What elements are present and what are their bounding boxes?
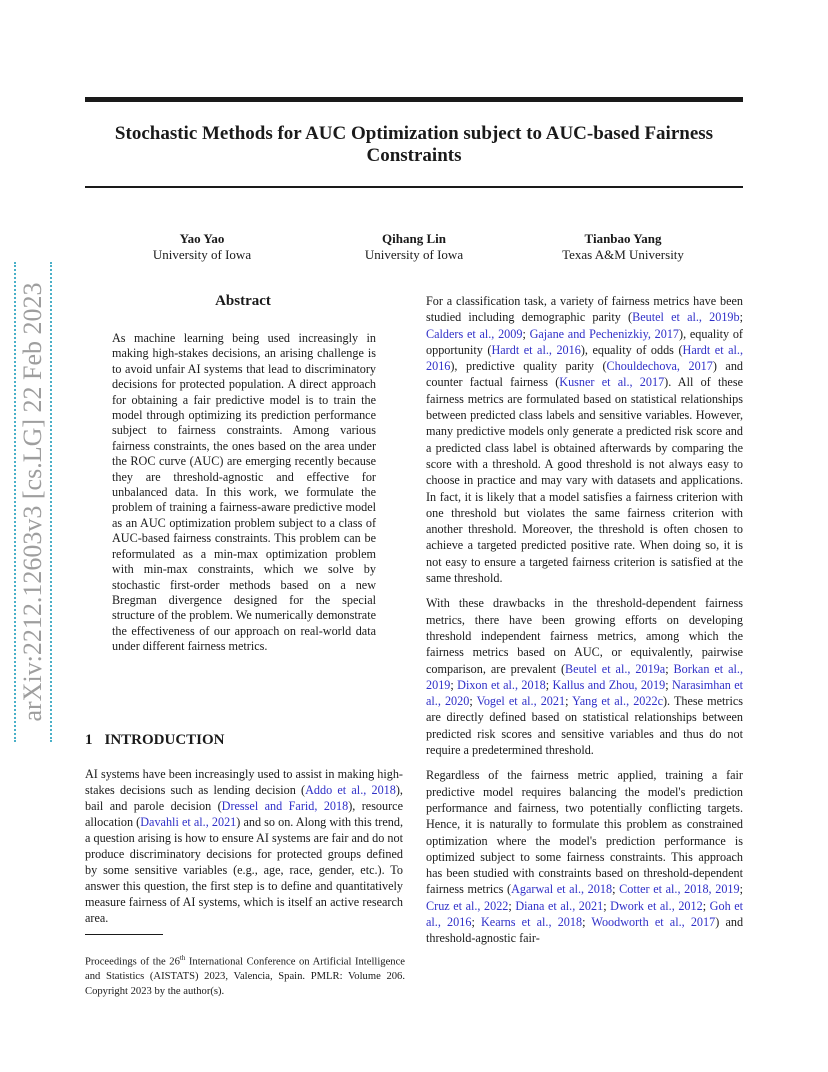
citation-link[interactable]: Goh et al., 2016 bbox=[426, 898, 744, 929]
citation-link[interactable]: Hardt et al., 2016 bbox=[491, 342, 581, 357]
footnote bbox=[85, 951, 405, 999]
text: ) and counter factual fairness ( bbox=[426, 359, 744, 390]
citation-link[interactable]: Calders et al., 2009 bbox=[426, 326, 523, 341]
text: ; bbox=[603, 898, 611, 913]
top-rule bbox=[85, 97, 743, 102]
text: ). All of these fairness metrics are formulated based on statistical relationships between predicted class labels and sensitive variables. However, many predictive models only generate a predicted risk score and a predicted class label is obtained afterwards by comparing the score with a threshold. A good threshold is not always easy to choose in practice and may vary with datasets and applications. In fact, it is likely that a model satisfies a fairness criterion with one threshold but violates the same fairness criterion with another threshold. Moreover, the threshold is often chosen to achieve a targeted predicted positive rate. When doing so, it is not easy to ensure a targeted fairness criterion is satisfied at the same threshold. bbox=[426, 375, 743, 586]
text: ) and so on. Along with this trend, a question arising is how to ensure AI systems are fair and do not produce discriminatory decisions for protected groups defined by some sensitive variables (e.g., age, race, gender, etc.). To answer this question, the first step is to define and quantitatively measure fairness of AI systems, which is itself an active research area. bbox=[85, 815, 404, 925]
abstract-heading: Abstract bbox=[215, 293, 271, 309]
citation-link[interactable]: Hardt et al., 2016 bbox=[426, 342, 743, 374]
author-1 bbox=[112, 231, 292, 263]
text: For a classification task, a variety of fairness metrics have been studied including demographic parity ( bbox=[426, 294, 743, 325]
text: Regardless of the fairness metric applied, training a fair predictive model requires balancing the model's prediction performance and fairness, two potentially conflicting targets. Hence, it is naturally to formulate this problem as constrained optimization where the model's prediction performance is optimized subject to some fairness constraints. This approach has been studied with constraints based on threshold-dependent fairness metrics ( bbox=[426, 768, 743, 897]
citation-link[interactable]: Vogel et al., 2021 bbox=[476, 694, 566, 709]
text: ; bbox=[582, 914, 592, 929]
citation-link[interactable]: Narasimhan et al., 2020 bbox=[426, 677, 744, 709]
text: ; bbox=[469, 694, 477, 709]
citation-link[interactable]: Dressel and Farid, 2018 bbox=[221, 799, 349, 813]
intro-paragraph-1 bbox=[85, 766, 403, 926]
title-line-1: Stochastic Methods for AUC Optimization subject to AUC-based Fairness bbox=[114, 123, 714, 144]
citation-link[interactable]: Yang et al., 2022c bbox=[572, 694, 663, 709]
author-affiliation: University of Iowa bbox=[364, 247, 464, 262]
text: ; bbox=[450, 677, 458, 692]
text: ; bbox=[739, 882, 743, 897]
right-column bbox=[426, 293, 743, 956]
author-affiliation: Texas A&M University bbox=[562, 247, 684, 262]
section-number: 1 bbox=[85, 732, 93, 748]
text: ; bbox=[665, 677, 672, 692]
citation-link[interactable]: Agarwal et al., 2018 bbox=[511, 882, 613, 897]
citation-link[interactable]: Woodworth et al., 2017 bbox=[591, 914, 716, 929]
citation-link[interactable]: Cruz et al., 2022 bbox=[426, 898, 509, 913]
citation-link[interactable]: Diana et al., 2021 bbox=[515, 898, 604, 913]
text: ; bbox=[612, 882, 620, 897]
paper-title bbox=[85, 123, 743, 167]
text: ; bbox=[522, 326, 530, 341]
text: ; bbox=[508, 898, 516, 913]
citation-link[interactable]: Gajane and Pechenizkiy, 2017 bbox=[529, 326, 680, 341]
arxiv-stamp[interactable] bbox=[14, 262, 52, 742]
author-name: Yao Yao bbox=[179, 231, 225, 246]
text: ; bbox=[565, 694, 573, 709]
text: ; bbox=[702, 898, 710, 913]
citation-link[interactable]: Davahli et al., 2021 bbox=[140, 815, 237, 829]
title-line-2: Constraints bbox=[366, 145, 462, 166]
citation-link[interactable]: Kearns et al., 2018 bbox=[481, 914, 583, 929]
text: ), bail and parole decision ( bbox=[85, 783, 403, 813]
text: ). These metrics are directly defined based on statistical relationships between predicted risk scores and sensitive variables and thus do not require a predetermined threshold. bbox=[426, 694, 743, 758]
citation-link[interactable]: Borkan et al., 2019 bbox=[426, 661, 743, 692]
right-paragraph-2 bbox=[426, 595, 743, 758]
text: ; bbox=[471, 914, 481, 929]
section-heading bbox=[85, 732, 225, 749]
right-paragraph-3 bbox=[426, 767, 743, 946]
title-bottom-rule bbox=[85, 186, 743, 188]
abstract-body: As machine learning being used increasingly in making high-stakes decisions, an arising challenge is to avoid unfair AI systems that lead to discriminatory decisions for protected population. A direct approach for obtaining a fair predictive model is to train the model through optimizing its prediction performance subject to fairness constraints. Among various fairness constraints, the ones based on the area under the ROC curve (AUC) are emerging recently because they are threshold-agnostic and effective for unbalanced data. In this work, we formulate the problem of training a fairness-aware predictive model as an AUC optimization problem subject to a class of AUC-based fairness constraints. This problem can be reformulated as a min-max optimization problem with min-max constraints, which we solve by stochastic first-order methods based on a new Bregman divergence designed for the special structure of the problem. We numerically demonstrate the effectiveness of our approach on real-world data under different fairness metrics. bbox=[112, 331, 376, 654]
citation-link[interactable]: Addo et al., 2018 bbox=[305, 783, 396, 797]
citation-link[interactable]: Dwork et al., 2012 bbox=[610, 898, 703, 913]
citation-link[interactable]: Kusner et al., 2017 bbox=[559, 375, 665, 390]
text: ; bbox=[665, 661, 674, 676]
superscript: th bbox=[179, 954, 186, 962]
section-title: INTRODUCTION bbox=[104, 732, 225, 748]
citation-link[interactable]: Chouldechova, 2017 bbox=[606, 359, 713, 374]
author-affiliation: University of Iowa bbox=[152, 247, 252, 262]
arxiv-id: arXiv:2212.12603v3 [cs.LG] 22 Feb 2023 bbox=[18, 282, 47, 722]
author-name: Tianbao Yang bbox=[584, 231, 662, 246]
citation-link[interactable]: Kallus and Zhou, 2019 bbox=[552, 677, 666, 692]
citation-link[interactable]: Beutel et al., 2019b bbox=[632, 310, 740, 325]
text: ), resource allocation ( bbox=[85, 799, 403, 829]
citation-link[interactable]: Dixon et al., 2018 bbox=[457, 677, 546, 692]
text: ) and threshold-agnostic fair- bbox=[426, 914, 744, 946]
text: AI systems have been increasingly used to assist in making high-stakes decisions such as lending decision ( bbox=[85, 767, 403, 797]
text: Proceedings of the 26 bbox=[85, 956, 180, 968]
footnote-rule bbox=[85, 934, 163, 935]
author-2 bbox=[324, 231, 504, 263]
text: International Conference on Artificial Intelligence and Statistics (AISTATS) 2023, Valencia, Spain. PMLR: Volume 206. Copyright 2023 by the author(s). bbox=[85, 956, 405, 997]
text: ), equality of opportunity ( bbox=[426, 326, 743, 357]
text: ; bbox=[739, 310, 744, 325]
citation-link[interactable]: Cotter et al., 2018, 2019 bbox=[619, 882, 740, 897]
text: With these drawbacks in the threshold-dependent fairness metrics, there have been growing efforts on developing threshold independent fairness metrics, among which the fairness metrics based on AUC, or equivalently, pairwise comparison, are prevalent ( bbox=[426, 596, 743, 676]
citation-link[interactable]: Beutel et al., 2019a bbox=[565, 661, 666, 676]
author-name: Qihang Lin bbox=[382, 231, 446, 246]
text: ; bbox=[545, 677, 553, 692]
author-3 bbox=[533, 231, 713, 263]
text: ), predictive quality parity ( bbox=[450, 359, 607, 374]
text: ), equality of odds ( bbox=[580, 342, 683, 357]
right-paragraph-1 bbox=[426, 293, 743, 586]
